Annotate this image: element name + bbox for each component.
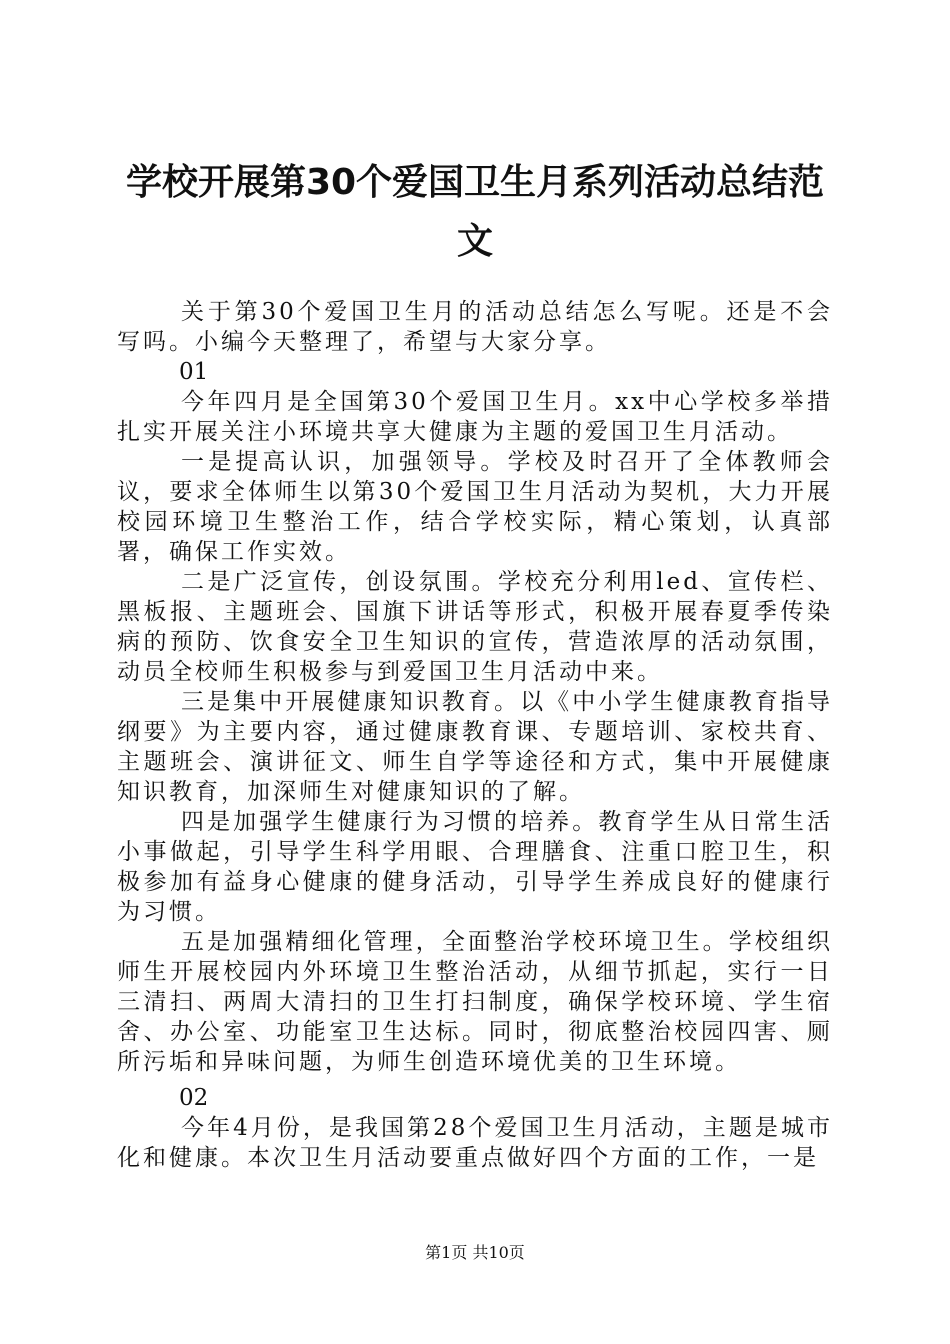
paragraph-point-5: 五是加强精细化管理，全面整治学校环境卫生。学校组织师生开展校园内外环境卫生整治活动，从细节抓起，实行一日三清扫、两周大清扫的卫生打扫制度，确保学校环境、学生宿舍、办公室、功能室卫生达标。同时，彻底整治校园四害、厕所污垢和异味问题，为师生创造环境优美的卫生环境。 bbox=[117, 929, 833, 1075]
paragraph-point-2: 二是广泛宣传，创设氛围。学校充分利用led、宣传栏、黑板报、主题班会、国旗下讲话等形式，积极开展春夏季传染病的预防、饮食安全卫生知识的宣传，营造浓厚的活动氛围，动员全校师生积极参与到爱国卫生月活动中来。 bbox=[117, 569, 833, 685]
paragraph-point-1: 一是提高认识，加强领导。学校及时召开了全体教师会议，要求全体师生以第30个爱国卫生月活动为契机，大力开展校园环境卫生整治工作，结合学校实际，精心策划，认真部署，确保工作实效。 bbox=[117, 449, 833, 565]
section-number-02: 02 bbox=[179, 1085, 209, 1111]
page-footer: 第1页 共10页 bbox=[425, 1243, 525, 1262]
paragraph-section1-intro: 今年四月是全国第30个爱国卫生月。xx中心学校多举措扎实开展关注小环境共享大健康为主题的爱国卫生月活动。 bbox=[117, 389, 833, 445]
paragraph-intro: 关于第30个爱国卫生月的活动总结怎么写呢。还是不会写吗。小编今天整理了，希望与大家分享。 bbox=[117, 299, 833, 355]
paragraph-point-4: 四是加强学生健康行为习惯的培养。教育学生从日常生活小事做起，引导学生科学用眼、合理膳食、注重口腔卫生，积极参加有益身心健康的健身活动，引导学生养成良好的健康行为习惯。 bbox=[117, 809, 833, 925]
document-title-line-1: 学校开展第30个爱国卫生月系列活动总结范 bbox=[125, 162, 825, 203]
section-number-01: 01 bbox=[179, 359, 209, 385]
paragraph-section2-intro: 今年4月份，是我国第28个爱国卫生月活动，主题是城市化和健康。本次卫生月活动要重点做好四个方面的工作，一是 bbox=[117, 1115, 833, 1171]
document-title-line-2: 文 bbox=[456, 221, 493, 262]
document-body bbox=[117, 297, 833, 1173]
paragraph-point-3: 三是集中开展健康知识教育。以《中小学生健康教育指导纲要》为主要内容，通过健康教育课、专题培训、家校共育、主题班会、演讲征文、师生自学等途径和方式，集中开展健康知识教育，加深师生对健康知识的了解。 bbox=[117, 689, 833, 805]
